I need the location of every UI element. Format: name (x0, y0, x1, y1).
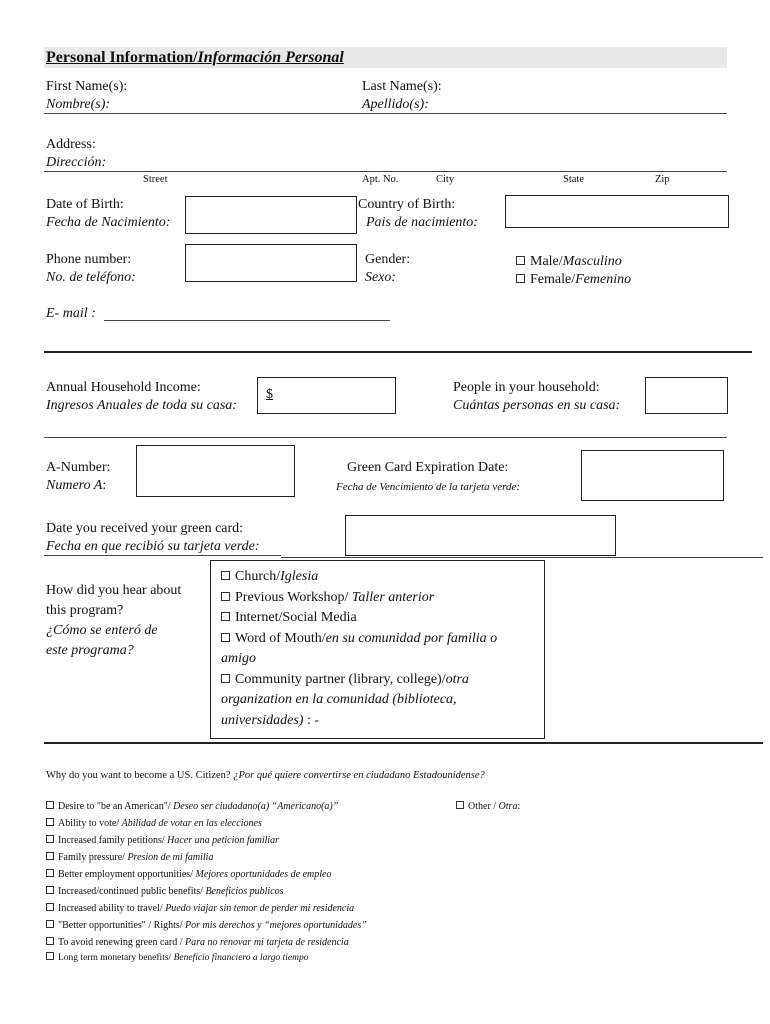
first-name-label-es: Nombre(s): (46, 97, 111, 112)
divider-3 (281, 557, 763, 558)
hear-question (46, 581, 181, 661)
reason-en: Desire to "be an American"/ (58, 801, 174, 812)
workshop-checkbox[interactable] (221, 592, 230, 601)
female-label-es: Femenino (575, 272, 632, 287)
reason-checkbox[interactable] (46, 952, 54, 960)
reason-checkbox[interactable] (46, 852, 54, 860)
country-birth-label (358, 196, 478, 232)
dob-label-en: Date of Birth: (46, 197, 124, 212)
reason-item[interactable] (46, 919, 367, 932)
first-name-label-en: First Name(s): (46, 79, 128, 94)
hear-options-box (210, 560, 545, 739)
country-birth-input[interactable] (505, 195, 729, 228)
reason-en: Increased/continued public benefits/ (58, 886, 206, 897)
reason-en: To avoid renewing green card / (58, 937, 186, 948)
divider-2 (44, 437, 727, 438)
phone-label-en: Phone number: (46, 252, 132, 267)
gender-label-en: Gender: (365, 252, 411, 267)
reason-checkbox[interactable] (46, 869, 54, 877)
anumber-label-es: Numero A (46, 478, 103, 493)
income-label-es: Ingresos Anuales de toda su casa: (46, 398, 237, 413)
anumber-input[interactable] (136, 445, 295, 497)
household-input[interactable] (645, 377, 728, 414)
section-title (46, 48, 344, 67)
reason-item[interactable] (46, 868, 331, 881)
reason-es: Para no renovar mi tarjeta de residencia (185, 937, 349, 948)
hear-option-internet[interactable] (221, 608, 539, 629)
household-label-es: Cuántas personas en su casa: (453, 398, 621, 413)
community-es-b: organization en la comunidad (biblioteca, (221, 692, 457, 707)
email-label: E- mail : (46, 306, 96, 321)
community-es-a: otra (445, 671, 469, 687)
reason-es: Mejores oportunidades de empleo (195, 869, 332, 880)
gender-label-es: Sexo: (365, 270, 397, 285)
gc-received-label-es: Fecha en que recibió su tarjeta verde: (46, 539, 260, 554)
why-question-es: ¿Por qué quiere convertirse en ciudadano Estadounidense? (233, 770, 485, 781)
gc-expiration-input[interactable] (581, 450, 724, 501)
other-checkbox[interactable] (456, 801, 464, 809)
reason-es: Presion de mi familia (127, 852, 214, 863)
community-es-c: universidades) (221, 712, 304, 728)
title-spanish: Información Personal (197, 49, 344, 66)
reason-item[interactable] (46, 902, 354, 915)
reason-en: Increased family petitions/ (58, 835, 168, 846)
hear-option-word-of-mouth[interactable] (221, 629, 539, 670)
income-input[interactable] (257, 377, 396, 414)
reason-es: Beneficio financiero a largo tiempo (173, 953, 309, 963)
reason-checkbox[interactable] (46, 886, 54, 894)
gc-expiration-label-en: Green Card Expiration Date: (347, 460, 509, 475)
gc-expiration-label-es: Fecha de Vencimiento de la tarjeta verde: (336, 481, 521, 493)
income-label-en: Annual Household Income: (46, 380, 201, 395)
last-name-label-en: Last Name(s): (362, 79, 442, 94)
word-of-mouth-checkbox[interactable] (221, 633, 230, 642)
hear-option-community[interactable] (221, 670, 539, 732)
reason-other[interactable] (456, 800, 520, 813)
reason-checkbox[interactable] (46, 903, 54, 911)
why-question (46, 769, 485, 783)
male-label-es: Masculino (562, 254, 622, 269)
anumber-label (46, 459, 111, 495)
male-checkbox[interactable] (516, 256, 525, 265)
address-label-es: Dirección: (46, 155, 107, 170)
church-checkbox[interactable] (221, 571, 230, 580)
hear-question-es-2: este programa? (46, 643, 134, 658)
phone-input[interactable] (185, 244, 357, 282)
reason-item[interactable] (46, 936, 349, 949)
church-es: Iglesia (280, 569, 319, 584)
dob-label (46, 196, 170, 232)
reason-item[interactable] (46, 885, 284, 898)
reason-item[interactable] (46, 834, 279, 847)
word-of-mouth-en: Word of Mouth/ (235, 630, 326, 646)
income-label (46, 379, 237, 415)
gc-received-input[interactable] (345, 515, 616, 556)
workshop-en: Previous Workshop/ (235, 589, 352, 605)
reason-en: Increased ability to travel/ (58, 903, 166, 914)
reason-checkbox[interactable] (46, 818, 54, 826)
last-name-label (362, 78, 442, 114)
address-street-caption: Street (143, 174, 168, 185)
gender-female-option[interactable] (516, 271, 631, 289)
household-label-en: People in your household: (453, 380, 600, 395)
phone-label-es: No. de teléfono: (46, 270, 136, 285)
divider-4 (44, 742, 763, 744)
why-question-en: Why do you want to become a US. Citizen? (46, 770, 234, 781)
internet-en: Internet/Social Media (235, 610, 357, 625)
male-label-en: Male/ (530, 254, 563, 269)
reason-checkbox[interactable] (46, 835, 54, 843)
dob-label-es: Fecha de Nacimiento: (46, 215, 171, 230)
reason-es: Beneficios publicos (205, 886, 284, 897)
hear-question-es-1: ¿Cómo se enteró de (46, 623, 158, 638)
first-name-label (46, 78, 127, 114)
internet-checkbox[interactable] (221, 612, 230, 621)
country-birth-label-en: Country of Birth: (358, 197, 456, 212)
reason-en: "Better opportunities" / Rights/ (58, 920, 186, 931)
reason-en: Long term monetary benefits/ (58, 953, 174, 963)
phone-label (46, 251, 136, 287)
hear-question-en-2: this program? (46, 603, 124, 618)
reason-en: Better employment opportunities/ (58, 869, 196, 880)
reason-en: Ability to vote/ (58, 818, 122, 829)
reason-item[interactable] (46, 800, 338, 813)
gender-male-option[interactable] (516, 253, 622, 271)
reason-checkbox[interactable] (46, 920, 54, 928)
address-label (46, 136, 106, 172)
other-es: Otra (498, 801, 518, 812)
other-colon: : (517, 801, 521, 812)
email-input-line[interactable] (104, 320, 390, 321)
hear-option-church[interactable] (221, 567, 539, 588)
hear-question-en-1: How did you hear about (46, 583, 182, 598)
hear-option-workshop[interactable] (221, 588, 539, 609)
workshop-es: Taller anterior (351, 589, 435, 605)
reason-checkbox[interactable] (46, 937, 54, 945)
dollar-sign: $ (266, 387, 273, 402)
name-underline[interactable] (44, 113, 727, 114)
gc-received-label (46, 520, 260, 556)
reason-es: Hacer una peticion familiar (167, 835, 280, 846)
gc-received-underline (44, 555, 281, 556)
address-line[interactable] (44, 171, 727, 172)
reason-en: Family pressure/ (58, 852, 128, 863)
community-tail: : - (303, 712, 319, 728)
church-en: Church/ (235, 569, 281, 584)
female-checkbox[interactable] (516, 274, 525, 283)
gc-received-label-en: Date you received your green card: (46, 521, 244, 536)
reason-es: Por mis derechos y “mejores oportunidades” (185, 920, 367, 931)
address-city-caption: City (436, 174, 455, 185)
anumber-label-en: A-Number: (46, 460, 111, 475)
reason-item[interactable] (46, 952, 308, 965)
divider-1 (44, 351, 752, 353)
country-birth-label-es: Pais de nacimiento: (366, 215, 478, 230)
anumber-colon: : (102, 478, 107, 493)
community-en: Community partner (library, college)/ (235, 671, 446, 687)
last-name-label-es: Apellido(s): (362, 97, 429, 112)
address-label-en: Address: (46, 137, 96, 152)
reason-es: Puedo viajar sin temor de perder mi residencia (165, 903, 355, 914)
community-checkbox[interactable] (221, 674, 230, 683)
other-en: Other / (468, 801, 499, 812)
household-label (453, 379, 620, 415)
address-state-caption: State (563, 174, 584, 185)
female-label-en: Female/ (530, 272, 576, 287)
reason-item[interactable] (46, 851, 213, 864)
address-zip-caption: Zip (655, 174, 670, 185)
dob-input[interactable] (185, 196, 357, 234)
title-english: Personal Information/ (46, 49, 198, 66)
address-apt-caption: Apt. No. (362, 174, 399, 185)
reason-item[interactable] (46, 817, 262, 830)
reason-checkbox[interactable] (46, 801, 54, 809)
reason-es: Deseo ser ciudadano(a) “Americano(a)” (173, 801, 339, 812)
hear-options-list (221, 567, 539, 731)
word-of-mouth-es-b: amigo (221, 651, 256, 666)
word-of-mouth-es-a: en su comunidad por familia o (325, 630, 498, 646)
reason-es: Abilidad de votar en las elecciones (121, 818, 262, 829)
gender-label (365, 251, 410, 287)
